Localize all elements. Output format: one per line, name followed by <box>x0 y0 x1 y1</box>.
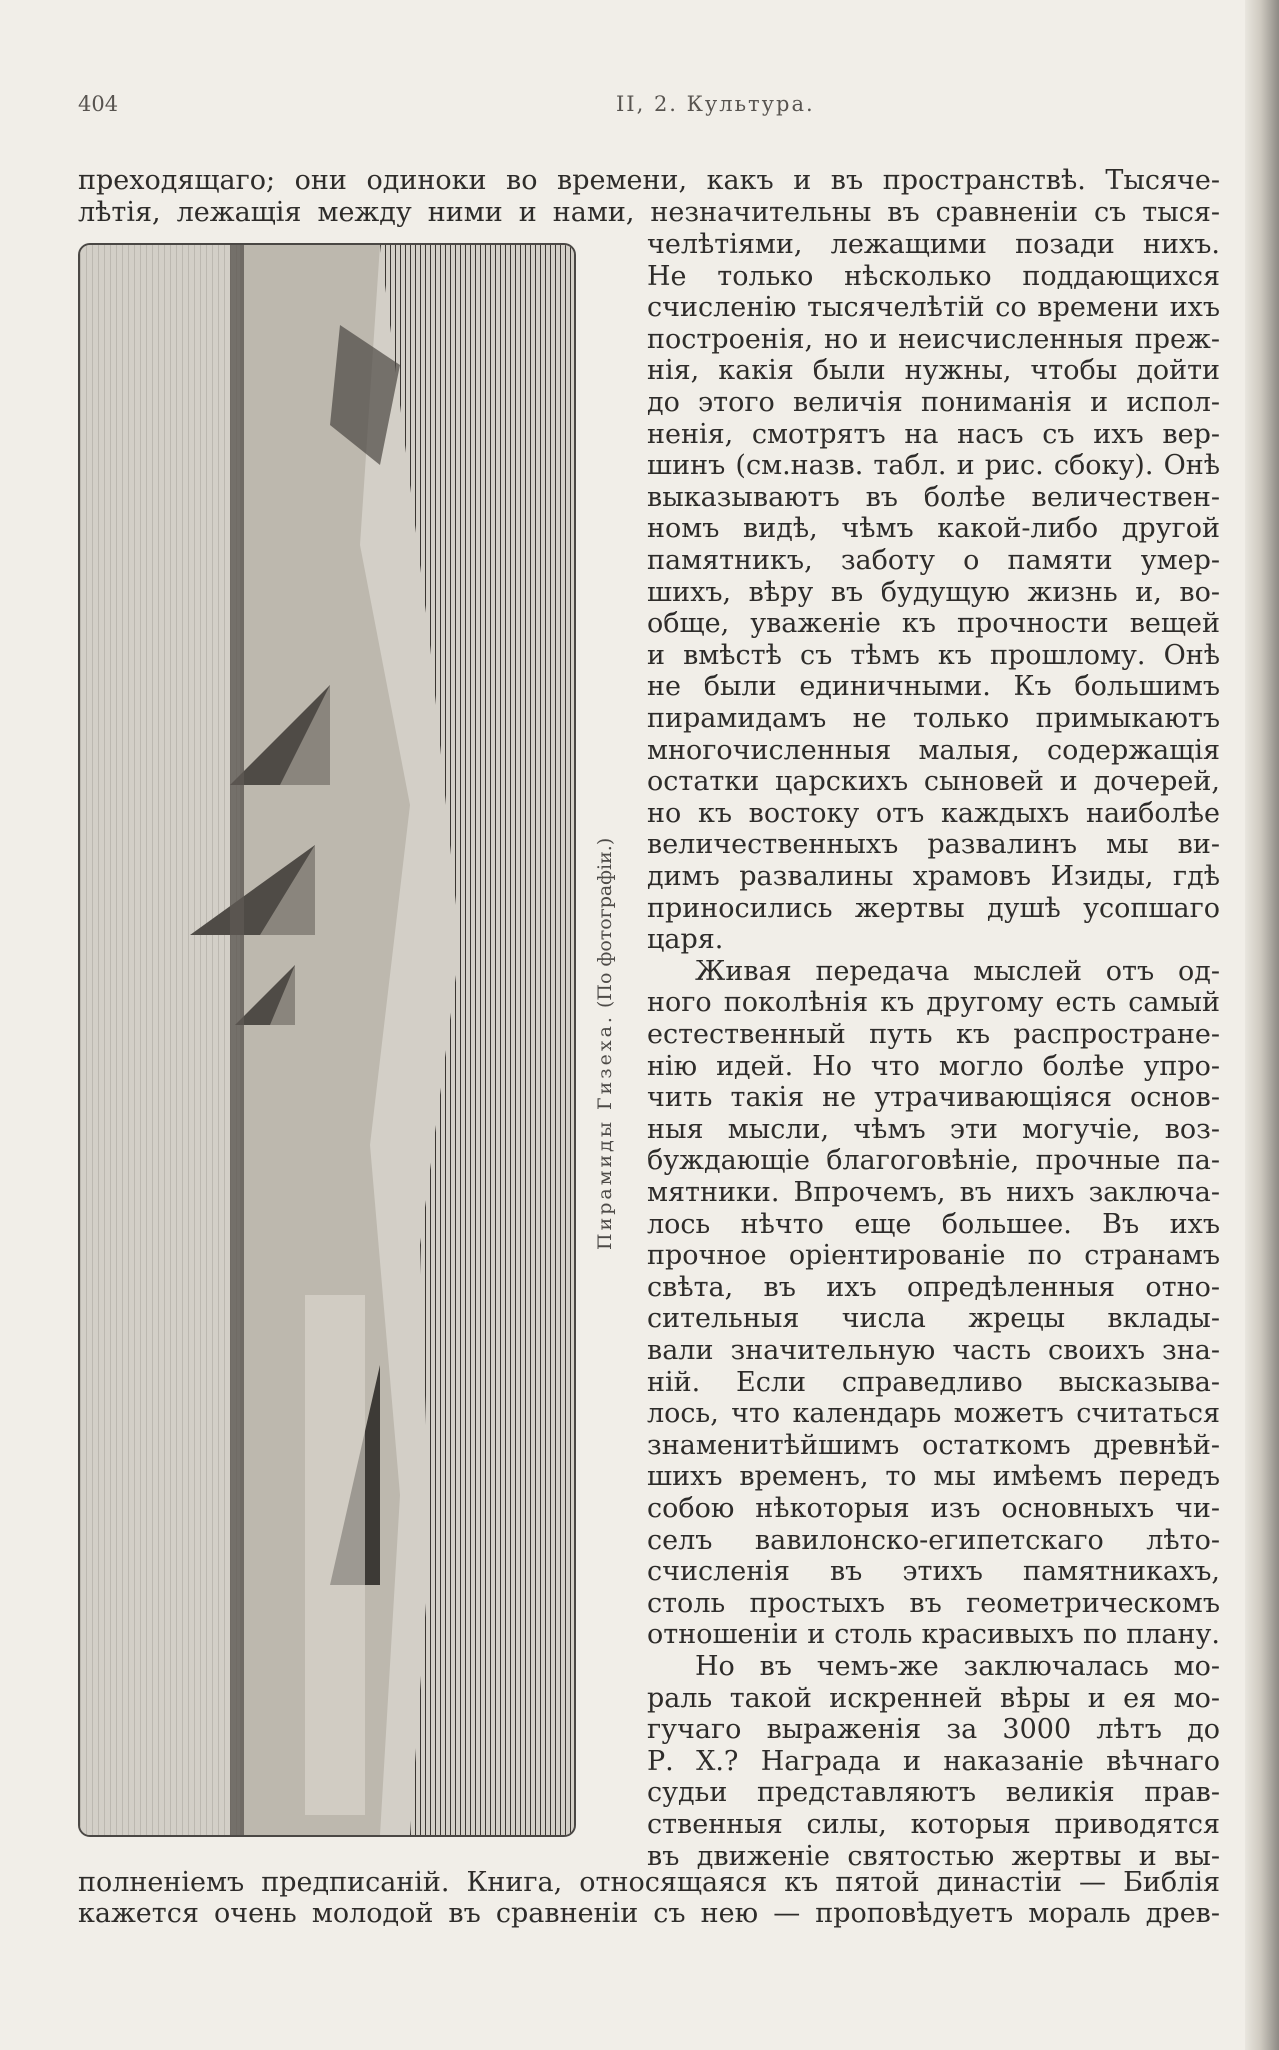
text-line: прочное оріентированіе по странамъ <box>647 1240 1220 1272</box>
text-line: ненія, смотрятъ на насъ съ ихъ вер- <box>647 418 1220 450</box>
figure-caption <box>594 838 616 1250</box>
text-line: построенія, но и неисчисленныя преж- <box>647 323 1220 355</box>
text-line: Но въ чемъ-же заключалась мо- <box>695 1651 1220 1682</box>
text-line: шинъ (см.назв. табл. и рис. сбоку). Онѣ <box>647 450 1220 482</box>
text-line: но къ востоку отъ каждыхъ наиболѣе <box>647 797 1220 829</box>
text-line: кажется очень молодой въ сравненіи съ нею — проповѣдуетъ мораль древ- <box>78 1898 1220 1929</box>
text-line: чить такія не утрачивающіяся основ- <box>647 1082 1220 1114</box>
text-line: Живая передача мыслей отъ од- <box>695 955 1220 987</box>
text-line: нія, какія были нужны, чтобы дойти <box>647 355 1220 387</box>
text-line: знаменитѣйшимъ остаткомъ древнѣй- <box>647 1429 1220 1461</box>
text-line: полненіемъ предписаній. Книга, относящаяся къ пятой династіи — Библія <box>78 1867 1220 1898</box>
text-line: шихъ временъ, то мы имѣемъ передъ <box>647 1461 1220 1493</box>
caption-note: (По фотографіи.) <box>594 837 616 1008</box>
text-line: собою нѣкоторыя изъ основныхъ чи- <box>647 1493 1220 1524</box>
text-line: до этого величія пониманія и испол- <box>647 387 1220 418</box>
sky-area <box>80 245 240 1835</box>
text-line: приносились жертвы душѣ усопшаго <box>647 892 1220 924</box>
text-line: челѣтіями, лежащими позади нихъ. <box>647 229 1220 260</box>
text-line: мятники. Впрочемъ, въ нихъ заключа- <box>647 1177 1220 1208</box>
text-line: памятникъ, заботу о памяти умер- <box>647 545 1220 576</box>
text-line: гучаго выраженія за 3000 лѣтъ до <box>647 1714 1220 1746</box>
text-line: димъ развалины храмовъ Изиды, гдѣ <box>647 861 1220 892</box>
text-line: ныя мысли, чѣмъ эти могучіе, воз- <box>647 1113 1220 1145</box>
text-line: нію идей. Но что могло болѣе упро- <box>647 1050 1220 1082</box>
text-line: преходящаго; они одиноки во времени, какъ и въ пространствѣ. Тысяче- <box>78 165 1220 196</box>
text-line: раль такой искренней вѣры и ея мо- <box>647 1682 1220 1714</box>
text-line: Р. Х.? Награда и наказаніе вѣчнаго <box>647 1745 1220 1777</box>
text-line: остатки царскихъ сыновей и дочерей, <box>647 766 1220 798</box>
text-line: вали значительную часть своихъ зна- <box>647 1335 1220 1366</box>
text-line: свѣта, въ ихъ опредѣленныя отно- <box>647 1271 1220 1303</box>
text-line: счисленію тысячелѣтій со времени ихъ <box>647 292 1220 324</box>
page-number: 404 <box>78 92 119 116</box>
text-line: ній. Если справедливо высказыва- <box>647 1366 1220 1398</box>
text-line: отношеніи и столь красивыхъ по плану. <box>647 1619 1220 1651</box>
text-line: сительныя числа жрецы вклады- <box>647 1303 1220 1335</box>
text-line: не были единичными. Къ большимъ <box>647 671 1220 703</box>
text-line: царя. <box>647 924 724 956</box>
running-head: II, 2. Культура. <box>616 92 815 116</box>
text-line: счисленія въ этихъ памятникахъ, <box>647 1556 1220 1588</box>
text-line: селъ вавилонско-египетскаго лѣто- <box>647 1524 1220 1556</box>
text-line: обще, уваженіе къ прочности вещей <box>647 608 1220 640</box>
text-line: лось нѣчто еще большее. Въ ихъ <box>647 1208 1220 1240</box>
text-line: лось, что календарь можетъ считаться <box>647 1398 1220 1430</box>
text-line: буждающіе благоговѣніе, прочные па- <box>647 1145 1220 1177</box>
horizon-strip <box>230 245 244 1835</box>
text-line: выказываютъ въ болѣе величествен- <box>647 481 1220 513</box>
text-line: шихъ, вѣру въ будущую жизнь и, во- <box>647 576 1220 608</box>
text-line: ного поколѣнія къ другому есть самый <box>647 987 1220 1019</box>
text-line: многочисленныя малыя, содержащія <box>647 734 1220 766</box>
text-line: пирамидамъ не только примыкаютъ <box>647 703 1220 734</box>
pyramids-illustration <box>78 243 576 1837</box>
text-line: естественный путь къ распростране- <box>647 1019 1220 1050</box>
page-header <box>78 92 1238 122</box>
text-line: ственныя силы, которыя приводятся <box>647 1809 1220 1840</box>
text-line: величественныхъ развалинъ мы ви- <box>647 829 1220 861</box>
text-line: номъ видѣ, чѣмъ какой-либо другой <box>647 513 1220 545</box>
text-line: Не только нѣсколько поддающихся <box>647 260 1220 292</box>
caption-title: Пирамиды Гизеха. <box>594 1014 616 1250</box>
text-line: судьи представляютъ великія прав- <box>647 1777 1220 1809</box>
text-line: въ движеніе святостью жертвы и вы- <box>647 1840 1220 1872</box>
page-spine-shadow <box>1245 0 1279 2050</box>
text-line: лѣтія, лежащія между ними и нами, незначительны въ сравненіи съ тыся- <box>78 197 1220 228</box>
pyramids-engraving-image <box>80 245 574 1835</box>
text-line: столь простыхъ въ геометрическомъ <box>647 1587 1220 1619</box>
text-line: и вмѣстѣ съ тѣмъ къ прошлому. Онѣ <box>647 639 1220 671</box>
